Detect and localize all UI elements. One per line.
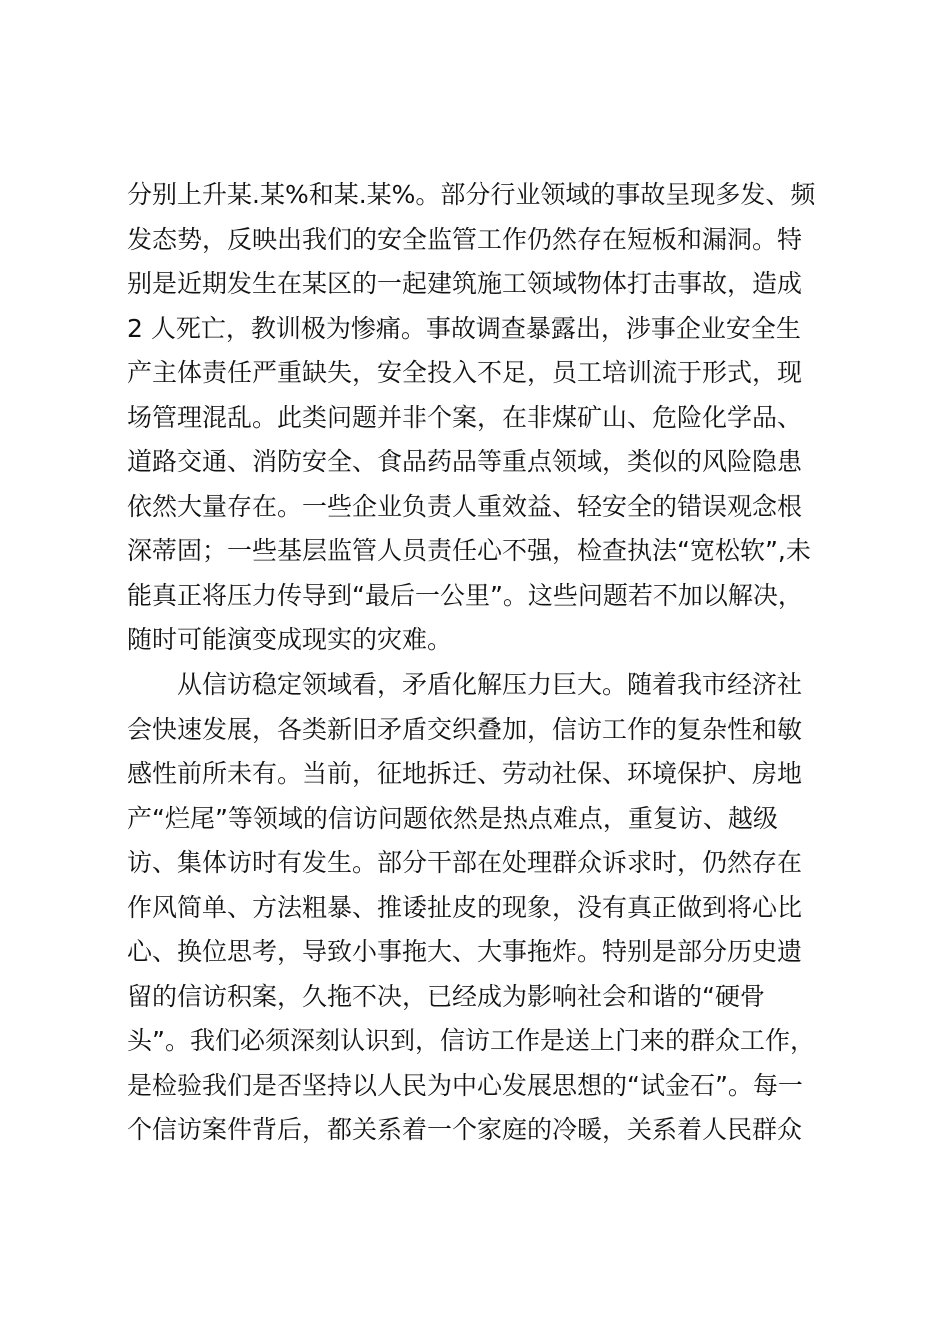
text-line: 是检验我们是否坚持以人民为中心发展思想的“试金石”。每一 — [127, 1070, 803, 1100]
text-line: 能真正将压力传导到“最后一公里”。这些问题若不加以解决， — [127, 580, 803, 610]
paragraph-petition-stability — [127, 663, 837, 1153]
paragraph-safety-supervision — [127, 173, 837, 663]
text-line: 作风简单、方法粗暴、推诿扯皮的现象，没有真正做到将心比 — [127, 892, 803, 922]
text-line: 2 人死亡，教训极为惨痛。事故调查暴露出，涉事企业安全生 — [127, 313, 801, 343]
text-line: 感性前所未有。当前，征地拆迁、劳动社保、环境保护、房地 — [127, 759, 803, 788]
text-line: 留的信访积案，久拖不决，已经成为影响社会和谐的“硬骨 — [127, 981, 765, 1011]
text-line: 心、换位思考，导致小事拖大、大事拖炸。特别是部分历史遗 — [127, 937, 803, 966]
text-line: 从信访稳定领域看，矛盾化解压力巨大。随着我市经济社 — [177, 670, 803, 699]
text-line: 道路交通、消防安全、食品药品等重点领域，类似的风险隐患 — [127, 447, 803, 476]
text-line: 头”。我们必须深刻认识到，信访工作是送上门来的群众工作， — [127, 1026, 815, 1055]
text-line: 发态势，反映出我们的安全监管工作仍然存在短板和漏洞。特 — [127, 224, 803, 254]
text-line: 个信访案件背后，都关系着一个家庭的冷暖，关系着人民群众 — [127, 1115, 803, 1144]
text-line: 随时可能演变成现实的灾难。 — [127, 625, 453, 654]
text-line: 产“烂尾”等领域的信访问题依然是热点难点，重复访、越级 — [127, 803, 778, 833]
text-line: 依然大量存在。一些企业负责人重效益、轻安全的错误观念根 — [127, 491, 803, 521]
text-line: 访、集体访时有发生。部分干部在处理群众诉求时，仍然存在 — [127, 848, 803, 877]
text-line: 深蒂固；一些基层监管人员责任心不强，检查执法“宽松软”,未 — [127, 536, 811, 565]
text-line: 场管理混乱。此类问题并非个案，在非煤矿山、危险化学品、 — [127, 402, 803, 432]
text-line: 会快速发展，各类新旧矛盾交织叠加，信访工作的复杂性和敏 — [127, 714, 803, 744]
text-line: 别是近期发生在某区的一起建筑施工领域物体打击事故，造成 — [127, 269, 803, 298]
text-line: 产主体责任严重缺失，安全投入不足，员工培训流于形式，现 — [127, 358, 803, 387]
text-line: 分别上升某.某%和某.某%。部分行业领域的事故呈现多发、频 — [127, 180, 816, 209]
